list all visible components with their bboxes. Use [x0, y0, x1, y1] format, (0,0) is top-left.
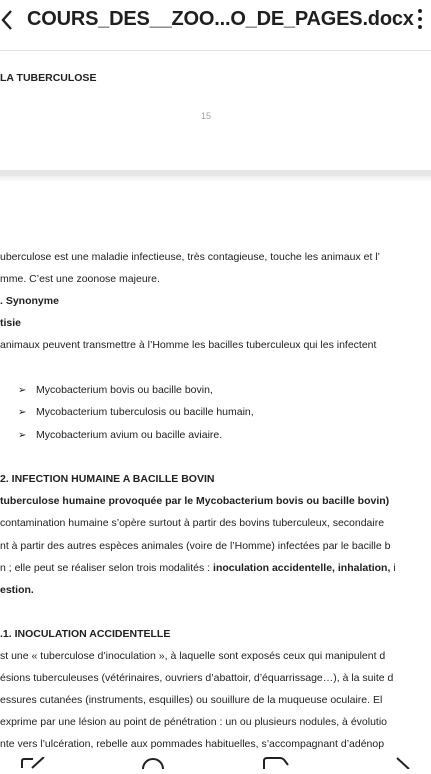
paragraph-line: uberculose est une maladie infectieuse, très contagieuse, touche les animaux et l’ — [0, 251, 380, 263]
paragraph-line: nte vers l’ulcération, rebelle aux pommades habituelles, s’accompagnant d’adénop — [0, 738, 385, 750]
list-item: ➢ Mycobacterium bovis ou bacille bovin, — [18, 384, 213, 396]
paragraph-line: mme. C’est une zoonose majeure. — [0, 273, 160, 285]
arrow-bullet-icon: ➢ — [18, 385, 27, 396]
paragraph-line: contamination humaine s’opère surtout à partir des bovins tuberculeux, secondaire — [0, 517, 385, 529]
list-item: ➢ Mycobacterium avium ou bacille aviaire. — [18, 429, 223, 441]
bookmark-button[interactable] — [262, 756, 290, 774]
paragraph-line: essures cutanées (instruments, esquilles) ou souillure de la muqueuse oculaire. El — [0, 694, 383, 706]
page-number: 15 — [201, 111, 212, 121]
paragraph-line: ésions tuberculeuses (vétérinaires, ouvriers d’abattoir, d’équarrissage…), à la suite d — [0, 672, 394, 684]
share-button[interactable] — [394, 756, 414, 774]
more-vert-icon — [418, 9, 422, 13]
paragraph-line: st une « tuberculose d’inoculation », à laquelle sont exposés ceux qui manipulent d — [0, 650, 386, 662]
more-options-button[interactable] — [413, 4, 427, 34]
paragraph-line: nt à partir des autres espèces animales (voire de l’Homme) infectées par le bacille b — [0, 540, 391, 552]
document-title: COURS_DES__ZOO...O_DE_PAGES.docx — [27, 8, 414, 30]
arrow-bullet-icon: ➢ — [18, 430, 27, 441]
synonyme-heading: . Synonyme — [0, 295, 59, 307]
section-subtitle: tuberculose humaine provoquée par le Mycobacterium bovis ou bacille bovin) — [0, 495, 390, 507]
section-heading: .1. INOCULATION ACCIDENTELLE — [0, 628, 171, 640]
paragraph-line: n ; elle peut se réaliser selon trois modalités : inoculation accidentelle, inhalation, i — [0, 562, 396, 574]
edit-button[interactable] — [20, 756, 46, 774]
share-icon — [394, 757, 414, 769]
chevron-left-icon — [0, 9, 14, 31]
page-header-text: LA TUBERCULOSE — [0, 72, 97, 84]
arrow-bullet-icon: ➢ — [18, 407, 27, 418]
paragraph-line: estion. — [0, 584, 34, 596]
back-button[interactable] — [0, 6, 20, 34]
bookmark-icon — [262, 757, 290, 769]
bottom-toolbar — [0, 752, 431, 768]
search-icon — [140, 757, 166, 769]
section-heading: 2. INFECTION HUMAINE A BACILLE BOVIN — [0, 473, 215, 485]
paragraph-line: exprime par une lésion au point de pénétration : un ou plusieurs nodules, à évolutio — [0, 716, 388, 728]
paragraph-line: animaux peuvent transmettre à l’Homme les bacilles tuberculeux qui les infectent — [0, 339, 377, 351]
top-app-bar — [0, 0, 431, 51]
edit-icon — [20, 757, 46, 769]
list-item: ➢ Mycobacterium tuberculosis ou bacille humain, — [18, 406, 254, 418]
tisie-text: tisie — [0, 317, 22, 329]
search-button[interactable] — [140, 756, 166, 774]
